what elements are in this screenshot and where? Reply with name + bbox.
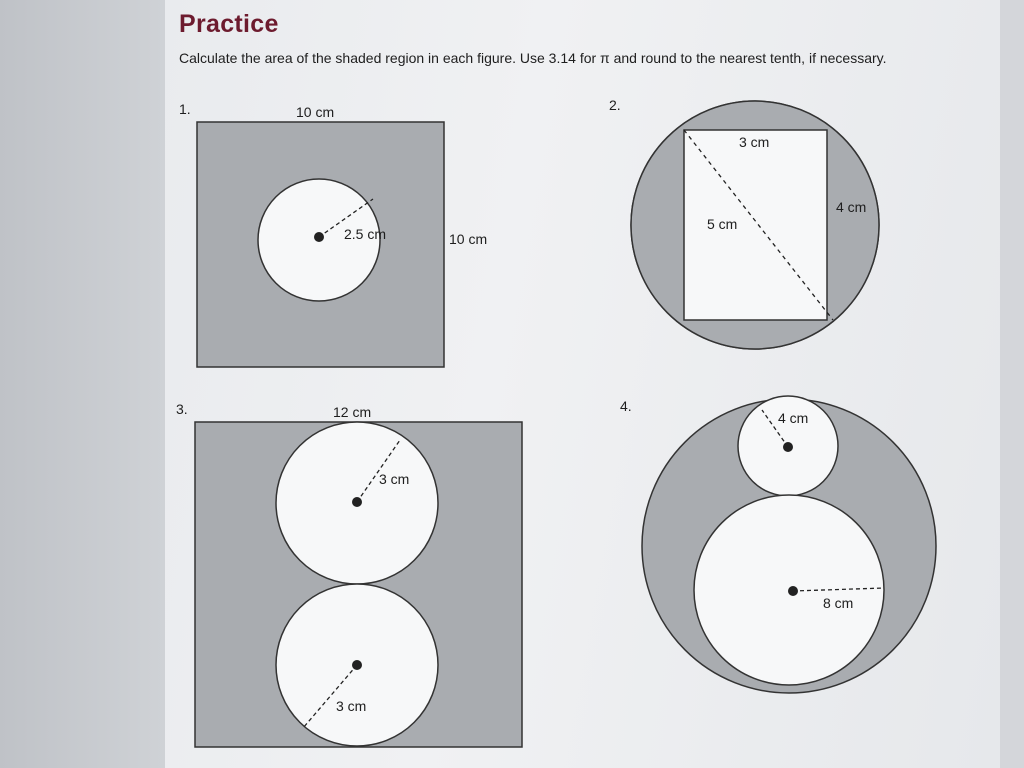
fig1-side-label: 10 cm: [449, 231, 488, 247]
problem-2-number: 2.: [609, 97, 621, 113]
fig3-radius-bottom-label: 3 cm: [336, 698, 367, 714]
page-title: Practice: [179, 10, 279, 38]
figure-2: [620, 95, 890, 360]
fig1-radius-label: 2.5 cm: [344, 226, 387, 242]
fig2-height-label: 4 cm: [836, 199, 867, 215]
problem-3-number: 3.: [176, 401, 188, 417]
problem-1-number: 1.: [179, 101, 191, 117]
figure-4: [642, 396, 936, 693]
figure-1: [197, 104, 487, 367]
fig2-shade-right: [827, 130, 890, 320]
figure-3: [195, 404, 522, 747]
fig2-shade-bottom: [620, 320, 890, 360]
fig4-small-radius-label: 4 cm: [778, 410, 809, 426]
fig4-large-radius-label: 8 cm: [823, 595, 854, 611]
fig2-diagonal-label: 5 cm: [707, 216, 738, 232]
fig3-top-label: 12 cm: [333, 404, 372, 420]
fig2-shade-left: [620, 130, 684, 320]
fig3-radius-top-label: 3 cm: [379, 471, 410, 487]
fig2-width-label: 3 cm: [739, 134, 770, 150]
instructions-text: Calculate the area of the shaded region in each figure. Use 3.14 for π and round to the nearest tenth, if necessary.: [179, 50, 887, 66]
problem-4-number: 4.: [620, 398, 632, 414]
fig1-top-label: 10 cm: [296, 104, 335, 120]
